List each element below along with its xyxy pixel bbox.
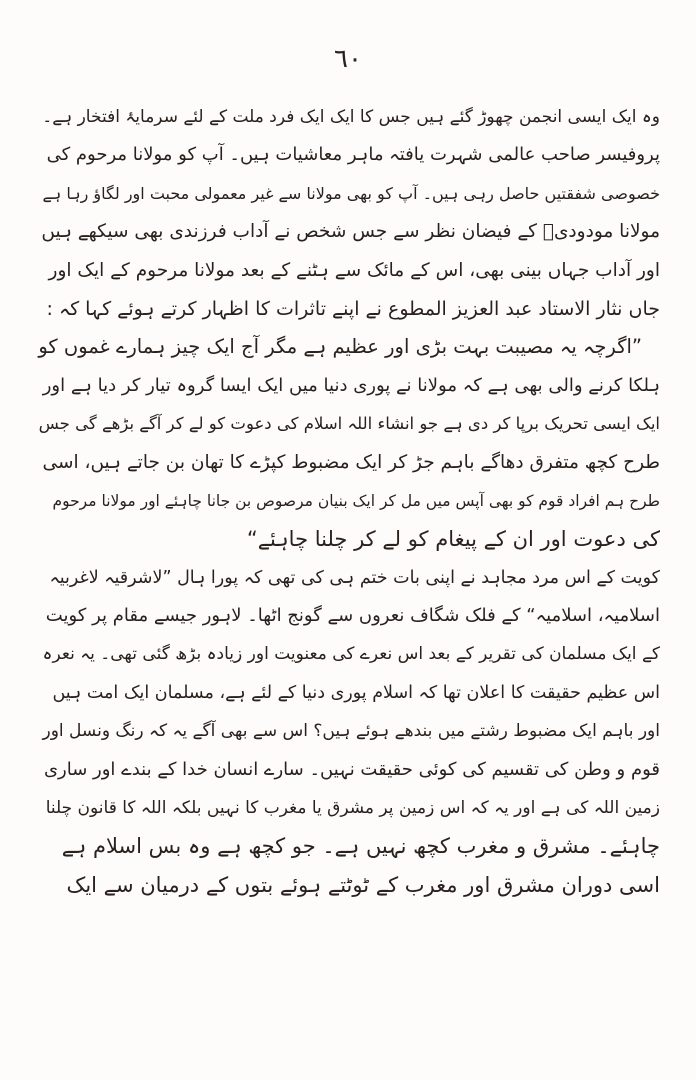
quote-line: ایک ایسی تحریک برپا کر دی ہے جو انشاء اللہ اسلام کی دعوت کو لے کر آگے بڑھے گی جس xyxy=(38,414,660,434)
text-line: جاں نثار الاستاد عبد العزیز المطوع نے اپنے تاثرات کا اظہار کرتے ہوئے کہا کہ : xyxy=(46,297,660,320)
text-line: اسی دوران مشرق اور مغرب کے ٹوٹتے ہوئے بتوں کے درمیان سے ایک xyxy=(66,872,660,897)
text-line: وہ ایک ایسی انجمن چھوڑ گئے ہیں جس کا ایک ایک فرد ملت کے لئے سرمایۂ افتخار ہے۔ xyxy=(42,107,660,127)
quote-line: ”اگرچہ یہ مصیبت بہت بڑی اور عظیم ہے مگر آج ایک چیز ہمارے غموں کو xyxy=(38,335,642,359)
text-line: پروفیسر صاحب عالمی شہرت یافتہ ماہر معاشیات ہیں۔ آپ کو مولانا مرحوم کی xyxy=(46,144,660,166)
text-line: اسلامیہ، اسلامیہ“ کے فلک شگاف نعروں سے گونج اٹھا۔ لاہور جیسے مقام پر کویت xyxy=(45,605,660,627)
text-line: چاہئے۔ مشرق و مغرب کچھ نہیں ہے۔ جو کچھ ہے وہ بس اسلام ہے xyxy=(61,834,660,859)
text-line: اور باہم ایک مضبوط رشتے میں بندھے ہوئے ہیں؟ اس سے بھی آگے یہ کہ رنگ ونسل اور xyxy=(42,721,660,742)
page-number: ٦٠ xyxy=(334,44,362,74)
text-line: مولانا مودودیؒ کے فیضان نظر سے جس شخص نے آداب فرزندی بھی سیکھے ہیں xyxy=(41,221,660,243)
body-text xyxy=(36,98,660,904)
text-line: اور آداب جہاں بینی بھی، اس کے مائک سے ہٹنے کے بعد مولانا مرحوم کے ایک اور xyxy=(48,259,660,281)
quote-line: طرح ہم افراد قوم کو بھی آپس میں مل کر ایک بنیان مرصوص بن جانا چاہئے اور مولانا مرحوم xyxy=(52,491,660,510)
text-line: قوم و وطن کی تقسیم کی کوئی حقیقت نہیں۔ سارے انسان خدا کے بندے اور ساری xyxy=(43,758,660,780)
text-line: زمین اللہ کی ہے اور یہ کہ اس زمین پر مشرق یا مغرب کا نہیں بلکہ اللہ کا قانون چلنا xyxy=(45,798,660,819)
quote-line: طرح کچھ متفرق دھاگے باہم جڑ کر ایک مضبوط کپڑے کا تھان بن جاتے ہیں، اسی xyxy=(42,451,660,473)
quote-line: کی دعوت اور ان کے پیغام کو لے کر چلنا چاہئے“ xyxy=(246,527,660,552)
text-line: کویت کے اس مرد مجاہد نے اپنی بات ختم ہی کی تھی کہ پورا ہال ”لاشرقیہ لاغربیہ xyxy=(49,567,660,588)
text-line: اس عظیم حقیقت کا اعلان تھا کہ اسلام پوری دنیا کے لئے ہے، مسلمان ایک امت ہیں xyxy=(52,682,660,703)
text-line: خصوصی شفقتیں حاصل رہی ہیں۔ آپ کو بھی مولانا سے غیر معمولی محبت اور لگاؤ رہا ہے xyxy=(42,183,660,203)
text-line: کے ایک مسلمان کی تقریر کے بعد اس نعرے کی معنویت اور زیادہ بڑھ گئی تھی۔ یہ نعرہ xyxy=(42,644,660,665)
quote-line: ہلکا کرنے والی بھی ہے کہ مولانا نے پوری دنیا میں ایک ایسا گروہ تیار کر دیا ہے اور xyxy=(42,374,660,396)
